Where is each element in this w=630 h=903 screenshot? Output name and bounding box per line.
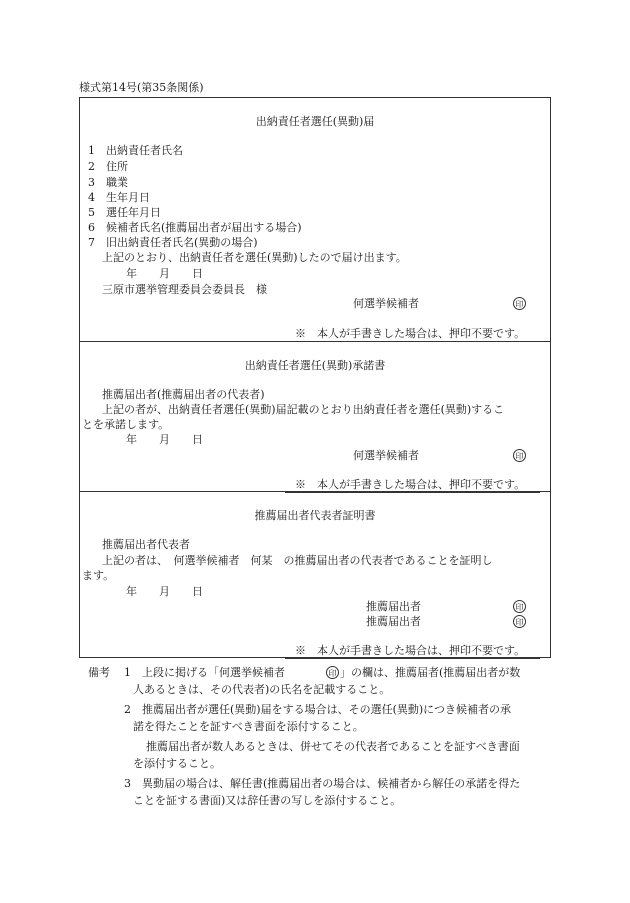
item-6: 6 候補者氏名(推薦届出者が届出する場合) <box>88 221 302 234</box>
remark-line-2a: 2 推薦届出者が選任(異動)届をする場合は、その選任(異動)につき候補者の承 <box>124 703 511 716</box>
section1-note: ※ 本人が手書きした場合は、押印不要です。 <box>295 327 526 340</box>
section2-date: 年 月 日 <box>126 433 203 446</box>
item-4: 4 生年月日 <box>88 191 150 204</box>
section1-signer: 何選挙候補者 <box>353 297 419 310</box>
seal-stamp-icon: 印 <box>326 666 339 679</box>
section3-statement-1: 上記の者は、 何選挙候補者 何某 の推薦届出者の代表者であることを証明し <box>102 554 493 567</box>
section-notification <box>79 97 551 342</box>
section1-statement: 上記のとおり、出納責任者を選任(異動)したので届け出ます。 <box>102 251 407 264</box>
remark-line-2d: を添付すること。 <box>133 757 221 770</box>
item-5: 5 選任年月日 <box>88 206 161 219</box>
section-certificate <box>79 491 551 658</box>
section3-signer-2: 推薦届出者 <box>366 615 421 628</box>
section-consent <box>79 341 551 492</box>
section1-date: 年 月 日 <box>126 267 203 280</box>
section2-signer: 何選挙候補者 <box>353 449 419 462</box>
item-2: 2 住所 <box>88 160 128 173</box>
section2-statement-2: とを承諾します。 <box>82 418 170 431</box>
remark-line-3b: ことを証する書面)又は辞任書の写しを添付すること。 <box>133 794 402 807</box>
item-3: 3 職業 <box>88 176 128 189</box>
section3-date: 年 月 日 <box>126 585 203 598</box>
section2-note: ※ 本人が手書きした場合は、押印不要です。 <box>295 478 526 491</box>
section3-note: ※ 本人が手書きした場合は、押印不要です。 <box>295 644 526 657</box>
remark-line-2b: 諾を得たことを証すべき書面を添付すること。 <box>133 720 364 733</box>
remark-line-1a: 1 上段に掲げる「何選挙候補者 <box>124 666 285 679</box>
remark-line-1b: 」の欄は、推薦届者(推薦届出者が数 <box>340 666 521 679</box>
section2-statement-1: 上記の者が、出納責任者選任(異動)届記載のとおり出納責任者を選任(異動)するこ <box>102 403 505 416</box>
remark-line-1c: 人あるときは、その代表者)の氏名を記載すること。 <box>133 683 391 696</box>
section3-signer-1: 推薦届出者 <box>366 600 421 613</box>
section3-representative: 推薦届出者代表者 <box>102 538 190 551</box>
form-number: 様式第14号(第35条関係) <box>79 81 204 94</box>
seal-stamp-icon: 印 <box>513 449 526 462</box>
note-underline <box>285 658 540 659</box>
seal-stamp-icon: 印 <box>513 600 526 613</box>
seal-stamp-icon: 印 <box>513 615 526 628</box>
section2-recommender: 推薦届出者(推薦届出者の代表者) <box>102 388 265 401</box>
section2-title: 出納責任者選任(異動)承諾書 <box>244 359 386 372</box>
section3-statement-2: ます。 <box>82 569 115 582</box>
section1-title: 出納責任者選任(異動)届 <box>255 115 375 128</box>
remarks-label: 備考 <box>88 666 110 679</box>
item-1: 1 出納責任者氏名 <box>88 144 183 157</box>
seal-stamp-icon: 印 <box>513 297 526 310</box>
remark-line-2c: 推薦届出者が数人あるときは、併せてその代表者であることを証すべき書面 <box>146 740 520 753</box>
remark-line-3a: 3 異動届の場合は、解任書(推薦届出者の場合は、候補者から解任の承諾を得た <box>124 777 521 790</box>
section3-title: 推薦届出者代表者証明書 <box>254 509 376 522</box>
section1-addressee: 三原市選挙管理委員会委員長 様 <box>102 283 267 296</box>
item-7: 7 旧出納責任者氏名(異動の場合) <box>88 236 258 249</box>
